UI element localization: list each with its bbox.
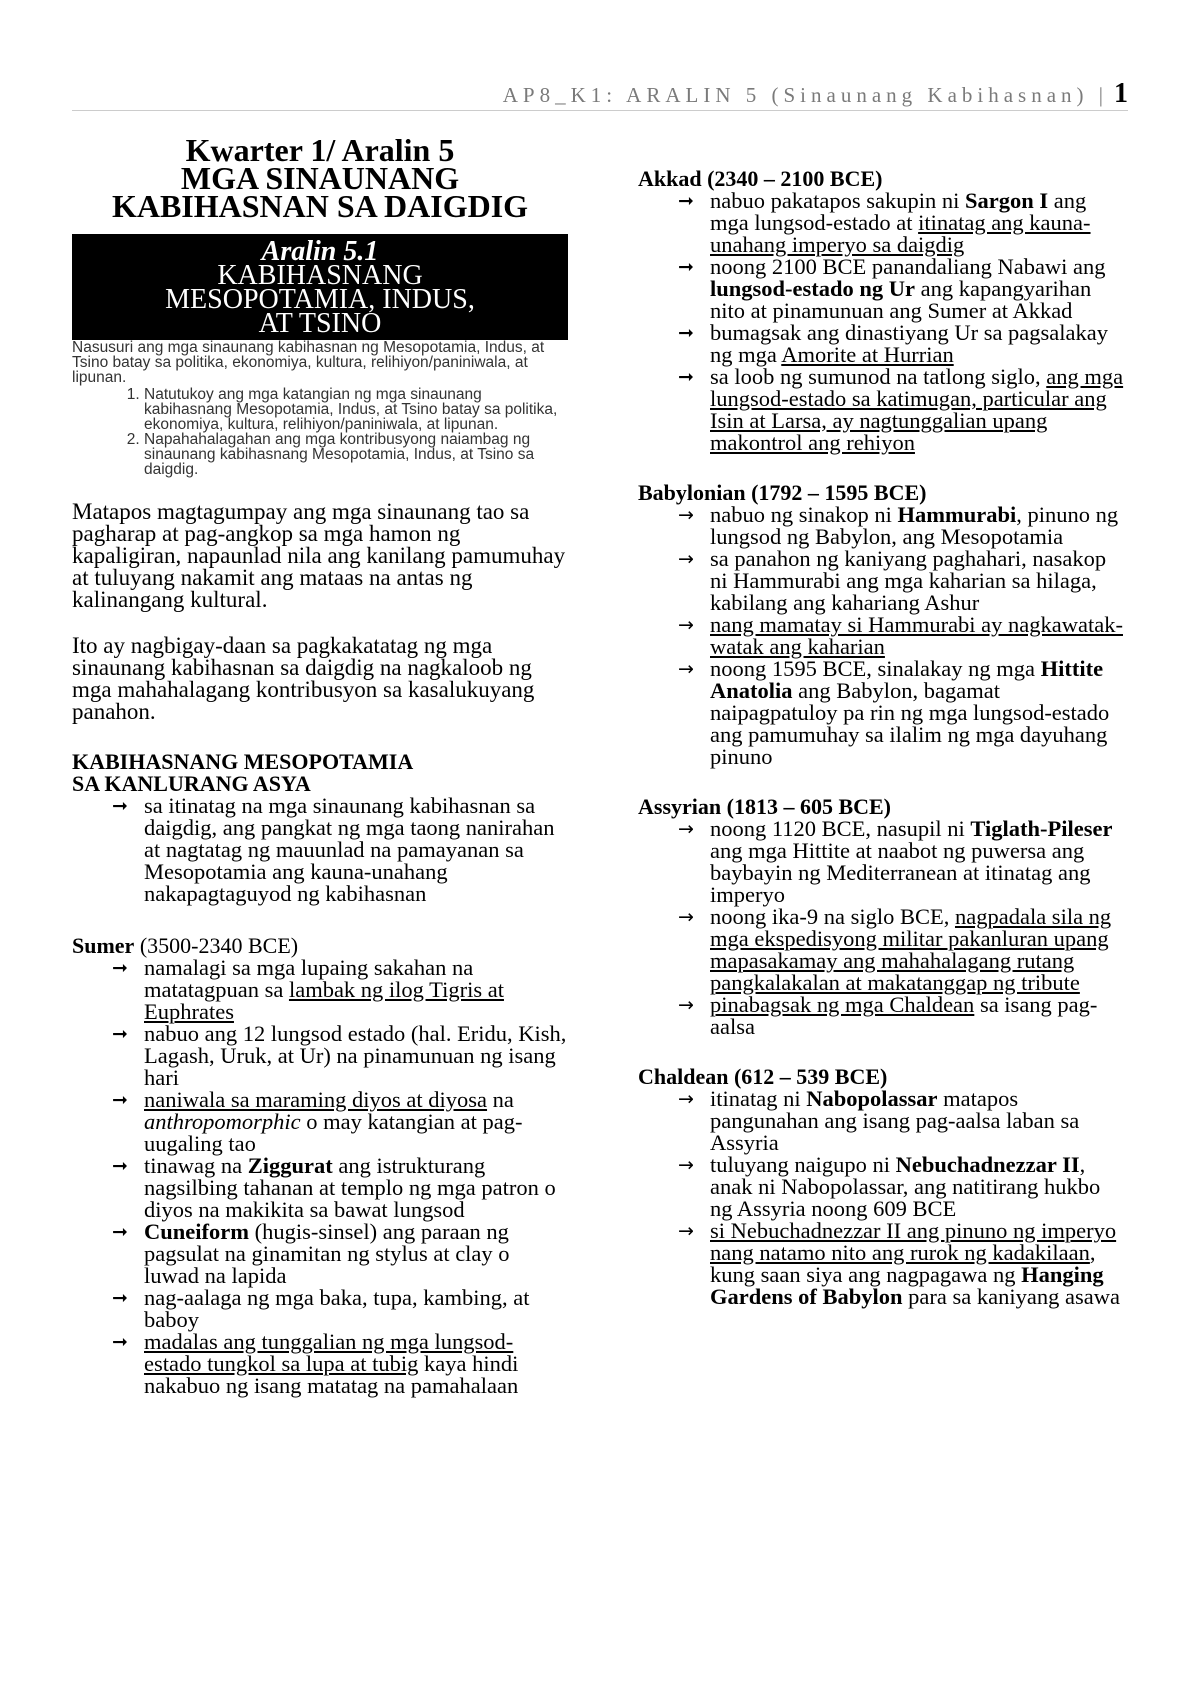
intro-paragraph: Ito ay nagbigay-daan sa pagkakatatag ng mga sinaunang kabihasnan sa daigdig na nagkaloob ng mga mahahalagang kontribusyon sa kasalukuyang panahon. <box>72 633 535 724</box>
list-item: → noong ika-9 na siglo BCE, nagpadala sila ng mga ekspedisyong militar pakanluran upang mapasakamay ang mahahalagang rutang pangkalakalan at makatanggap ng tribute <box>678 904 1112 995</box>
list-item: ➞ naniwala sa maraming diyos at diyosa na anthropomorphic o may katangian at pag-uugaling tao <box>112 1087 523 1156</box>
list-item: → tuluyang naigupo ni Nebuchadnezzar II, anak ni Nabopolassar, ang natitirang hukbo ng Assyria noong 609 BCE <box>678 1152 1101 1221</box>
arrow-icon: → <box>678 614 694 636</box>
list-item: ➞ sa loob ng sumunod na tatlong siglo, ang mga lungsod-estado sa katimugan, particular ang Isin at Larsa, ay nagtunggalian upang makontrol ang rehiyon <box>678 364 1124 455</box>
arrow-icon: → <box>678 548 694 570</box>
arrow-icon: ➞ <box>678 190 694 212</box>
arrow-icon: → <box>678 658 694 680</box>
arrow-icon: ➞ <box>112 1023 128 1045</box>
learning-objectives <box>72 340 568 477</box>
list-item: → pinabagsak ng mga Chaldean sa isang pag-aalsa <box>678 992 1098 1039</box>
lesson-title-box: Aralin 5.1 KABIHASNANG MESOPOTAMIA, INDUS, AT TSINO <box>72 234 568 340</box>
arrow-icon: → <box>678 994 694 1016</box>
list-item: ➞ sa itinatag na mga sinaunang kabihasnan sa daigdig, ang pangkat ng mga taong nanirahan at nagtatag ng mauunlad na pamayanan sa Mesopotamia ang kauna-unahang nakapagtaguyod ng kabihasnan <box>112 793 555 906</box>
list-item: ➞ tinawag na Ziggurat ang istrukturang nagsilbing tahanan at templo ng mga patron o diyos na makikita sa bawat lungsod <box>112 1153 556 1222</box>
arrow-icon: ➞ <box>112 1287 128 1309</box>
header-title: AP8_K1: ARALIN 5 (Sinaunang Kabihasnan) | <box>502 83 1108 107</box>
arrow-icon: → <box>678 504 694 526</box>
arrow-icon: ➞ <box>112 795 128 817</box>
akkad-bullets <box>638 190 1128 454</box>
era-heading-babylonian: Babylonian (1792 – 1595 BCE) <box>638 480 927 505</box>
list-item: ➞ nabuo pakatapos sakupin ni Sargon I ang mga lungsod-estado at itinatag ang kauna-unahang imperyo sa daigdig <box>678 188 1091 257</box>
lesson-number: Aralin 5.1 <box>261 236 379 267</box>
list-item: → noong 1595 BCE, sinalakay ng mga Hittite Anatolia ang Babylon, bagamat naipagpatuloy pa rin ng mga lungsod-estado ang pamumuhay sa ilalim ng mga dayuhang pinuno <box>678 656 1110 769</box>
arrow-icon: ➞ <box>112 1089 128 1111</box>
sumer-bullets <box>72 957 568 1397</box>
chaldean-bullets <box>638 1088 1128 1308</box>
right-column <box>638 168 1128 1308</box>
list-item: ➞ namalagi sa mga lupaing sakahan na matatagpuan sa lambak ng ilog Tigris at Euphrates <box>112 955 504 1024</box>
objectives-intro: Nasusuri ang mga sinaunang kabihasnan ng Mesopotamia, Indus, at Tsino batay sa politika, ekonomiya, kultura, relihiyon/paniniwala, at lipunan. <box>72 339 545 386</box>
list-item: → si Nebuchadnezzar II ang pinuno ng imperyo nang natamo nito ang rurok ng kadakilaan, kung saan siya ang nagpagawa ng Hanging Gardens of Babylon para sa kaniyang asawa <box>678 1218 1120 1309</box>
page-header <box>72 78 1128 111</box>
list-item: → nabuo ng sinakop ni Hammurabi, pinuno ng lungsod ng Babylon, ang Mesopotamia <box>678 502 1119 549</box>
arrow-icon: ➞ <box>112 1155 128 1177</box>
arrow-icon: ➞ <box>678 322 694 344</box>
arrow-icon: ➞ <box>678 256 694 278</box>
list-item: ➞ nabuo ang 12 lungsod estado (hal. Eridu, Kish, Lagash, Uruk, at Ur) na pinamunuan ng isang hari <box>112 1021 567 1090</box>
list-item: → itinatag ni Nabopolassar matapos pangunahan ang isang pag-aalsa laban sa Assyria <box>678 1086 1080 1155</box>
list-item: → nang mamatay si Hammurabi ay nagkawatak-watak ang kaharian <box>678 612 1123 659</box>
objectives-list <box>72 387 568 477</box>
list-item: ➞ nag-aalaga ng mga baka, tupa, kambing, at baboy <box>112 1285 530 1332</box>
section-heading: KABIHASNANG MESOPOTAMIA SA KANLURANG ASYA <box>72 749 414 796</box>
list-item: → sa panahon ng kaniyang paghahari, nasakop ni Hammurabi ang mga kaharian sa hilaga, kabilang ang kahariang Ashur <box>678 546 1107 615</box>
left-column <box>72 132 568 1397</box>
era-heading-assyrian: Assyrian (1813 – 605 BCE) <box>638 794 892 819</box>
list-item: ➞ noong 2100 BCE panandaliang Nabawi ang lungsod-estado ng Ur ang kapangyarihan nito at pinamunuan ang Sumer at Akkad <box>678 254 1106 323</box>
page-number: 1 <box>1114 78 1128 109</box>
arrow-icon: → <box>678 1220 694 1242</box>
babylonian-bullets <box>638 504 1128 768</box>
list-item: ➞ bumagsak ang dinastiyang Ur sa pagsalakay ng mga Amorite at Hurrian <box>678 320 1109 367</box>
list-item: → noong 1120 BCE, nasupil ni Tiglath-Pileser ang mga Hittite at naabot ng puwersa ang baybayin ng Mediterranean at itinatag ang imperyo <box>678 816 1113 907</box>
intro-paragraph: Matapos magtagumpay ang mga sinaunang tao sa pagharap at pag-angkop sa mga hamon ng kapaligiran, napaunlad nila ang kanilang pamumuhay at tuluyang nakamit ang mataas na antas ng kalinangang kultural. <box>72 499 566 612</box>
era-heading-sumer: Sumer (3500-2340 BCE) <box>72 933 299 958</box>
era-heading-chaldean: Chaldean (612 – 539 BCE) <box>638 1064 888 1089</box>
list-item: ➞ madalas ang tunggalian ng mga lungsod-estado tungkol sa lupa at tubig kaya hindi nakabuo ng isang matatag na pamahalaan <box>112 1329 519 1398</box>
arrow-icon: ➞ <box>112 1331 128 1353</box>
arrow-icon: → <box>678 1154 694 1176</box>
arrow-icon: ➞ <box>112 1221 128 1243</box>
document-title: Kwarter 1/ Aralin 5 MGA SINAUNANG KABIHASNAN SA DAIGDIG <box>111 132 529 224</box>
arrow-icon: → <box>678 906 694 928</box>
objective-item: 1. Natutukoy ang mga katangian ng mga sinaunang kabihasnang Mesopotamia, Indus, at Tsino batay sa politika, ekonomiya, kultura, relihiyon/paniniwala, at lipunan. <box>144 387 568 432</box>
arrow-icon: → <box>678 818 694 840</box>
objective-item: 2. Napahahalagahan ang mga kontribusyong naiambag ng sinaunang kabihasnang Mesopotamia, Indus, at Tsino sa daigdig. <box>144 432 568 477</box>
arrow-icon: ➞ <box>678 366 694 388</box>
meso-bullets <box>72 795 568 905</box>
arrow-icon: → <box>678 1088 694 1110</box>
era-heading-akkad: Akkad (2340 – 2100 BCE) <box>638 166 883 191</box>
assyrian-bullets <box>638 818 1128 1038</box>
list-item: ➞ Cuneiform (hugis-sinsel) ang paraan ng pagsulat na ginamitan ng stylus at clay o luwad na lapida <box>112 1219 510 1288</box>
arrow-icon: ➞ <box>112 957 128 979</box>
